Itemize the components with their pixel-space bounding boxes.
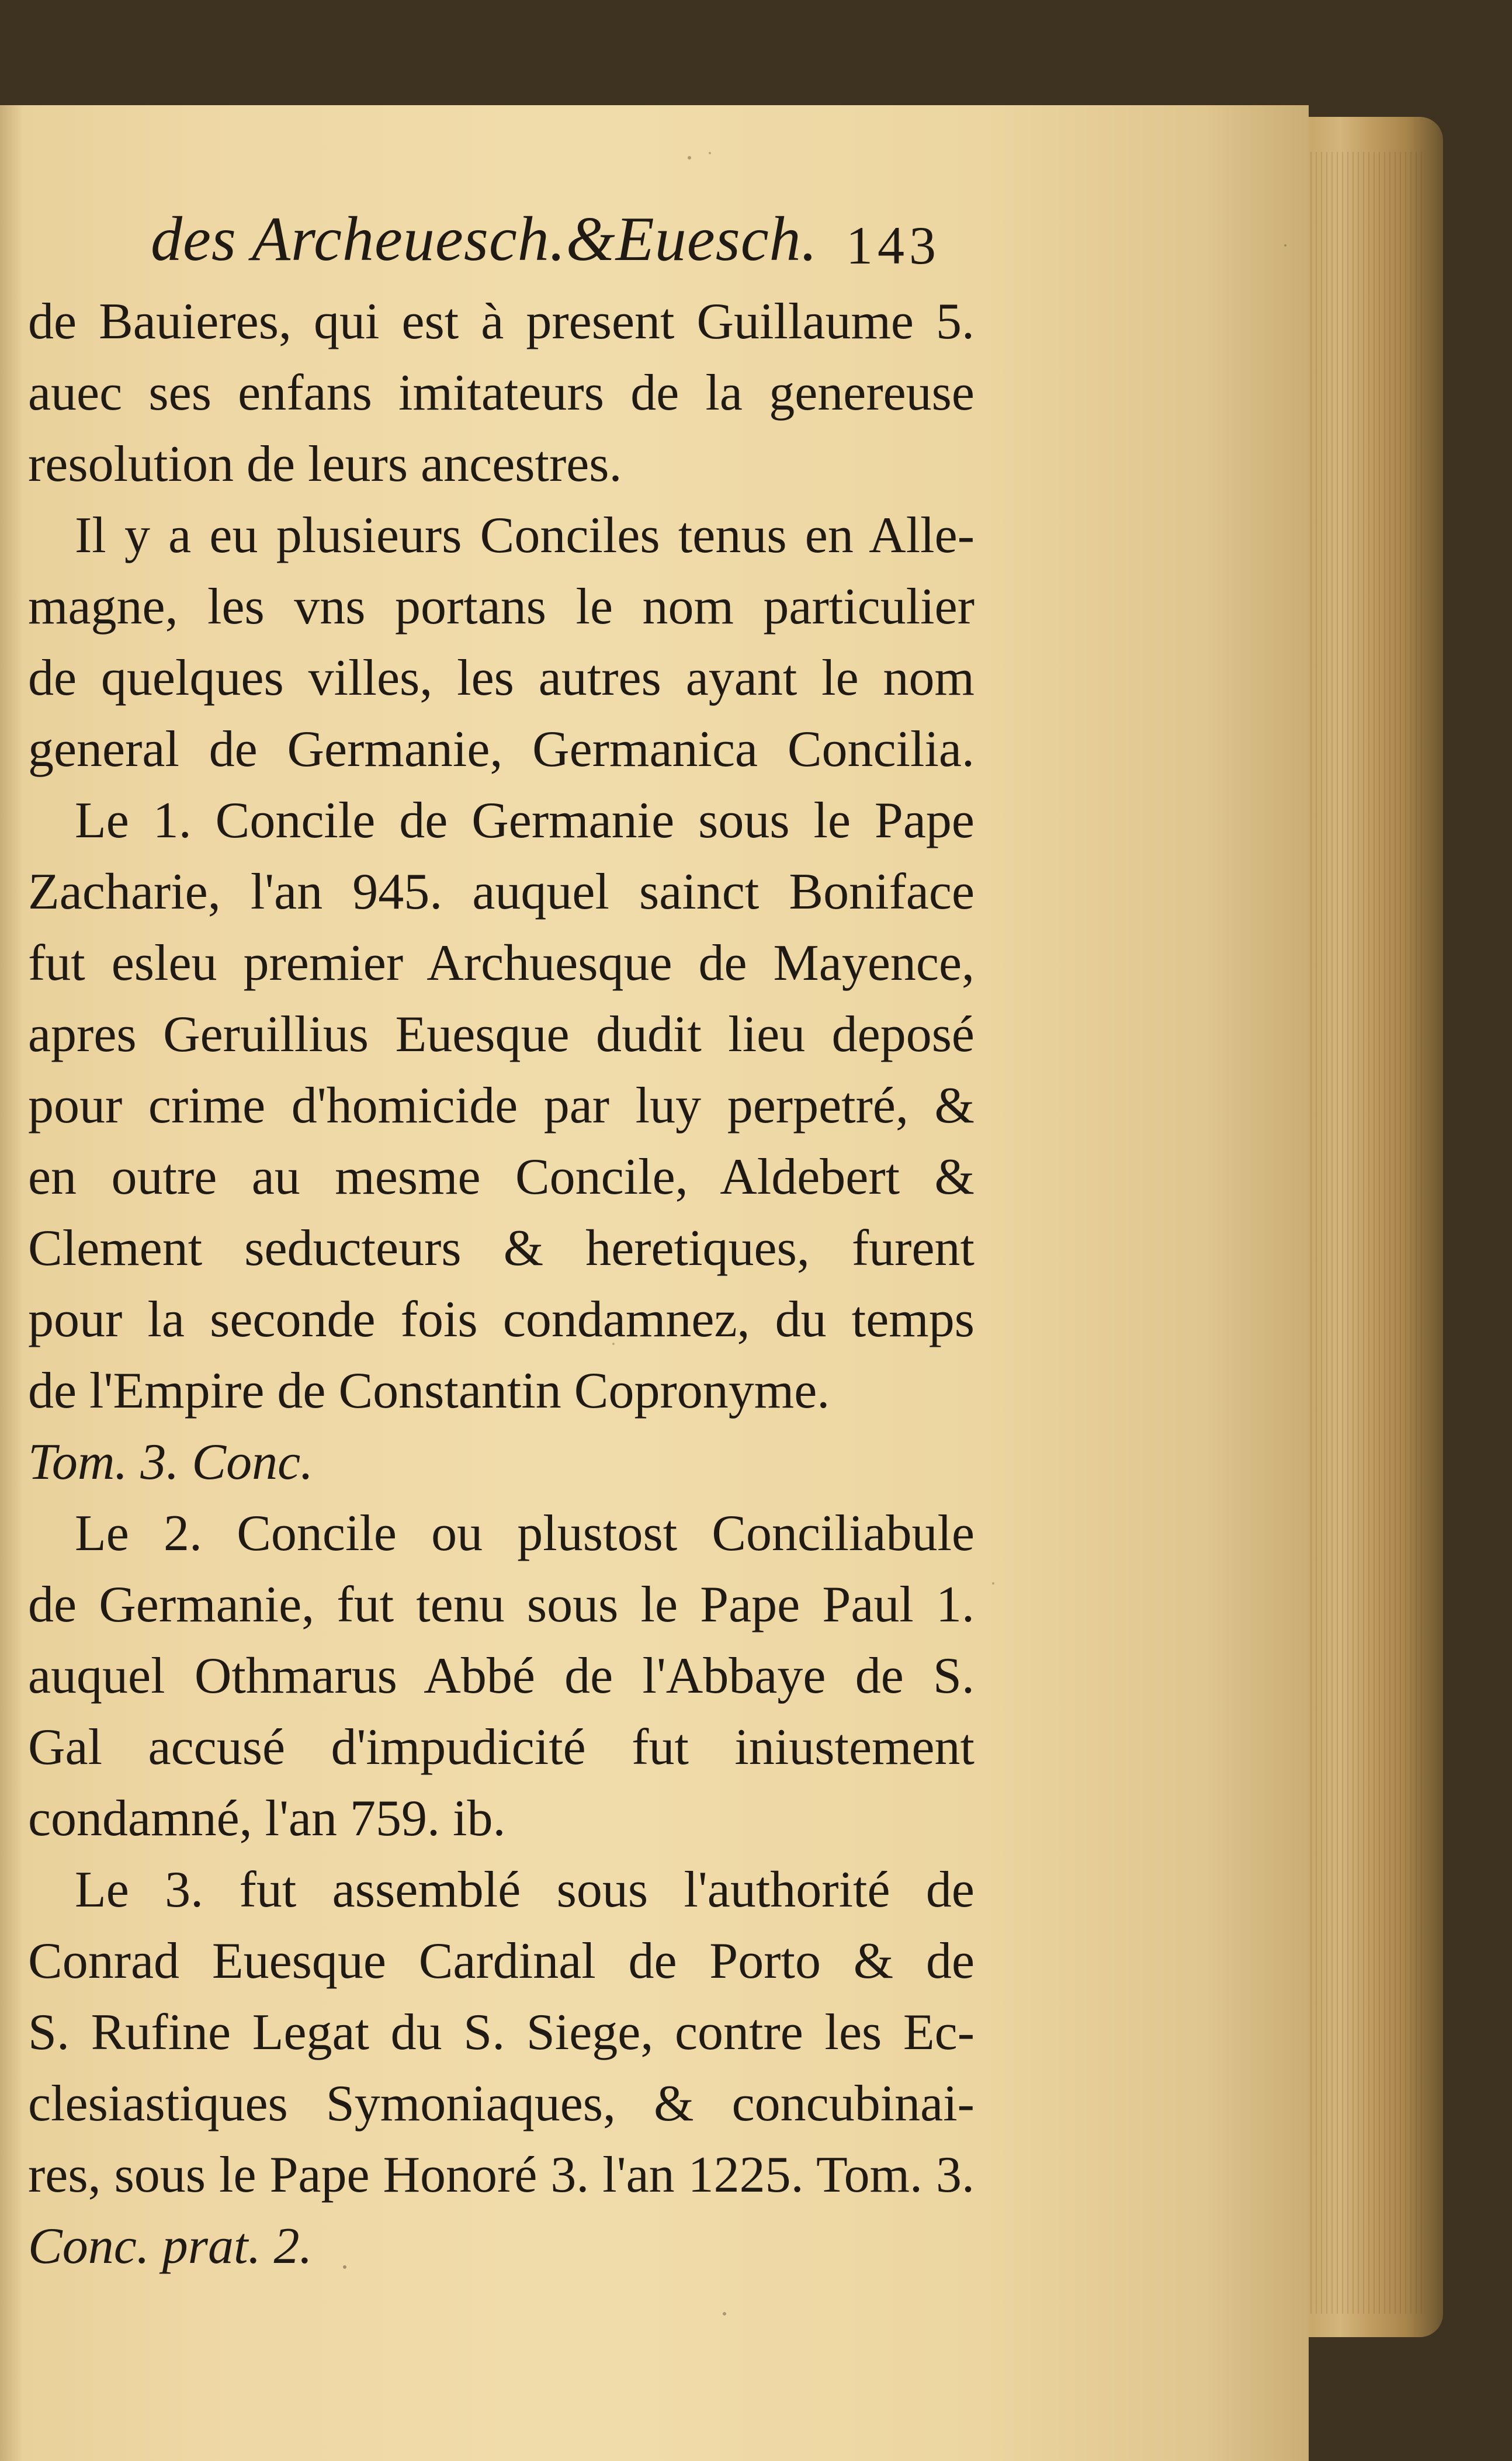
text-line: condamné, l'an 759. ib. [28, 1790, 506, 1847]
text-line: de Bauieres, qui est à present Guillaume 5. [28, 293, 975, 350]
text-line: de Germanie, fut tenu sous le Pape Paul 1. [28, 1576, 975, 1633]
page-number: 143 [846, 216, 941, 275]
gutter-shadow [0, 105, 23, 2461]
text-line: auec ses enfans imitateurs de la genereuse [28, 365, 975, 421]
text-line: pour la seconde fois condamnez, du temps [28, 1291, 975, 1348]
text-line: Le 3. fut assemblé sous l'authorité de [75, 1862, 975, 1918]
text-line: Gal accusé d'impudicité fut iniustement [28, 1719, 975, 1776]
text-line: Conrad Euesque Cardinal de Porto & de [28, 1933, 975, 1989]
text-line: clesiastiques Symoniaques, & concubinai- [28, 2075, 975, 2132]
text-line: en outre au mesme Concile, Aldebert & [28, 1149, 975, 1205]
text-line: Conc. prat. 2. [28, 2218, 313, 2275]
text-line: Zacharie, l'an 945. auquel sainct Boniface [28, 864, 975, 920]
text-line: resolution de leurs ancestres. [28, 436, 622, 493]
text-line: auquel Othmarus Abbé de l'Abbaye de S. [28, 1648, 975, 1704]
text-line: de l'Empire de Constantin Copronyme. [28, 1363, 830, 1419]
text-line: general de Germanie, Germanica Concilia. [28, 721, 975, 778]
text-line: fut esleu premier Archuesque de Mayence, [28, 935, 975, 992]
text-line: Tom. 3. Conc. [28, 1434, 314, 1491]
text-line: Il y a eu plusieurs Conciles tenus en Alle- [75, 507, 975, 564]
running-title: des Archeuesch.&Euesch. [151, 204, 818, 274]
text-line: de quelques villes, les autres ayant le nom [28, 650, 975, 706]
body-text [28, 286, 975, 2282]
text-line: res, sous le Pape Honoré 3. l'an 1225. Tom. 3. [28, 2147, 975, 2203]
text-line: magne, les vns portans le nom particulier [28, 578, 975, 635]
text-line: S. Rufine Legat du S. Siege, contre les Ec- [28, 2004, 975, 2061]
text-line: Le 2. Concile ou plustost Conciliabule [75, 1505, 975, 1562]
page-header [28, 199, 975, 286]
page-text-block [28, 199, 975, 2282]
text-line: apres Geruillius Euesque dudit lieu deposé [28, 1006, 975, 1063]
text-line: Clement seducteurs & heretiques, furent [28, 1220, 975, 1277]
text-line: Le 1. Concile de Germanie sous le Pape [75, 792, 975, 849]
text-line: pour crime d'homicide par luy perpetré, & [28, 1077, 975, 1134]
